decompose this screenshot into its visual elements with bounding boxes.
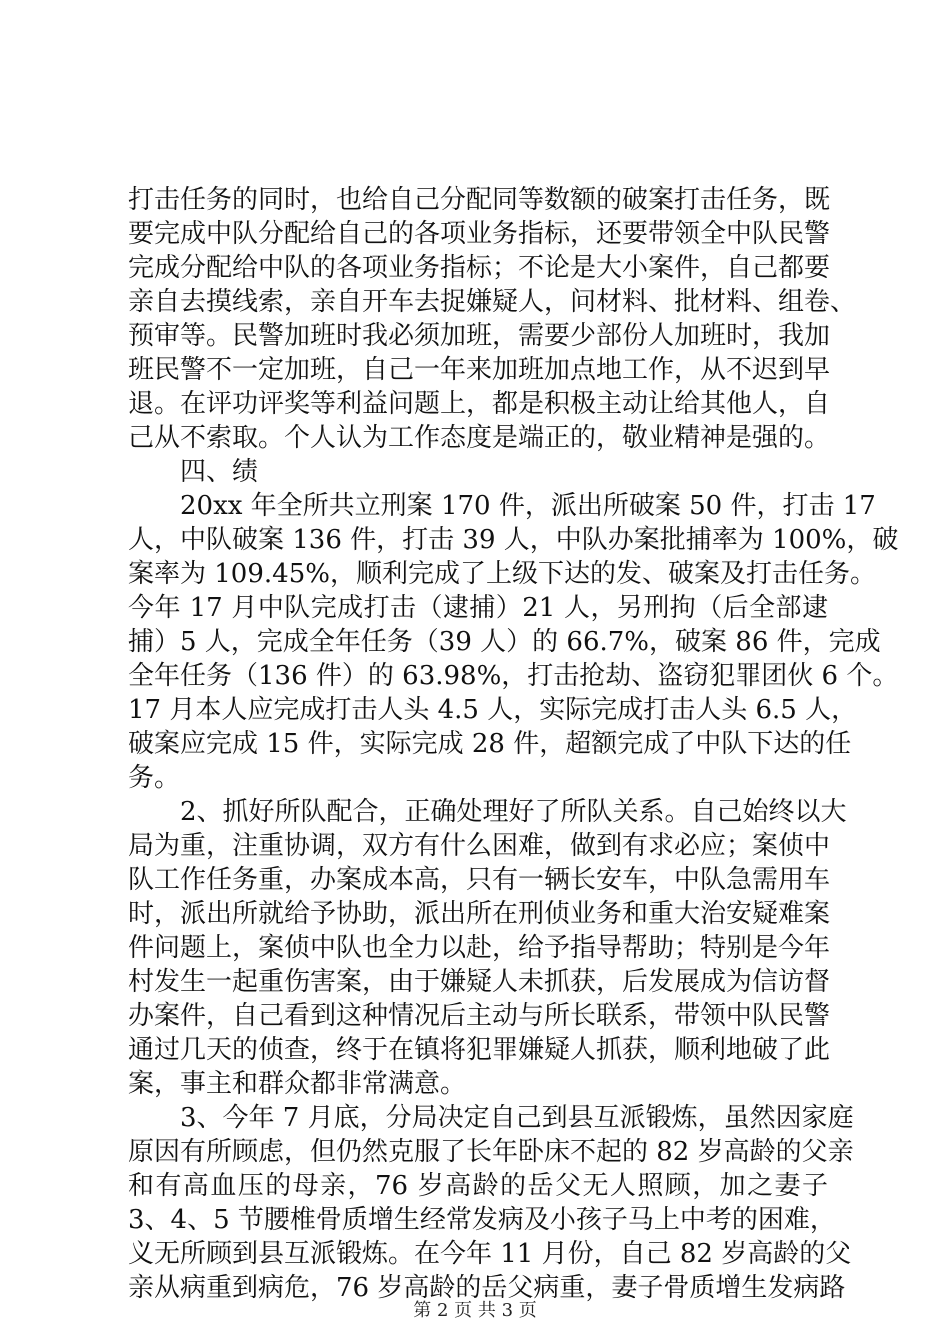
text-line: 完成分配给中队的各项业务指标；不论是大小案件，自己都要 [128,253,831,283]
text-line: 原因有所顾虑，但仍然克服了长年卧床不起的 82 岁高龄的父亲 [128,1137,854,1167]
text-line: 全年任务（136 件）的 63.98%，打击抢劫、盗窃犯罪团伙 6 个。 [128,661,899,691]
text-line: 义无所顾到县互派锻炼。在今年 11 月份，自己 82 岁高龄的父 [128,1239,852,1269]
text-line: 17 月本人应完成打击人头 4.5 人，实际完成打击人头 6.5 人， [128,695,858,725]
text-line: 队工作任务重，办案成本高，只有一辆长安车，中队急需用车 [128,865,831,895]
page-footer: 第 2 页 共 3 页 [413,1300,537,1321]
text-line: 破案应完成 15 件，实际完成 28 件，超额完成了中队下达的任 [128,729,852,759]
text-line: 案率为 109.45%，顺利完成了上级下达的发、破案及打击任务。 [128,559,876,589]
text-line: 班民警不一定加班，自己一年来加班加点地工作，从不迟到早 [128,355,831,385]
text-line: 捕）5 人，完成全年任务（39 人）的 66.7%，破案 86 件，完成 [128,627,881,657]
text-line: 四、绩 [180,457,259,487]
text-line: 3、4、5 节腰椎骨质增生经常发病及小孩子马上中考的困难， [128,1205,836,1235]
text-line: 2、抓好所队配合，正确处理好了所队关系。自己始终以大 [180,797,847,827]
text-line: 退。在评功评奖等利益问题上，都是积极主动让给其他人，自 [128,389,831,419]
text-line: 3、今年 7 月底，分局决定自己到县互派锻炼，虽然因家庭 [180,1103,854,1133]
text-line: 打击任务的同时，也给自己分配同等数额的破案打击任务，既 [128,185,831,215]
text-line: 预审等。民警加班时我必须加班，需要少部份人加班时，我加 [128,321,831,351]
text-line: 今年 17 月中队完成打击（逮捕）21 人，另刑拘（后全部逮 [128,593,828,623]
text-line: 办案件，自己看到这种情况后主动与所长联系，带领中队民警 [128,1001,831,1031]
text-line: 通过几天的侦查，终于在镇将犯罪嫌疑人抓获，顺利地破了此 [128,1035,831,1065]
text-line: 亲自去摸线索，亲自开车去捉嫌疑人，问材料、批材料、组卷、 [128,287,857,317]
document-body [128,183,899,1305]
text-line: 局为重，注重协调，双方有什么困难，做到有求必应；案侦中 [128,831,831,861]
text-line: 案，事主和群众都非常满意。 [128,1069,467,1099]
text-line: 务。 [128,763,181,793]
text-line: 亲从病重到病危，76 岁高龄的岳父病重，妻子骨质增生发病路 [128,1273,846,1303]
text-line: 和有高血压的母亲，76 岁高龄的岳父无人照顾，加之妻子 [128,1171,828,1201]
text-line: 时，派出所就给予协助，派出所在刑侦业务和重大治安疑难案 [128,899,831,929]
text-line: 己从不索取。个人认为工作态度是端正的，敬业精神是强的。 [128,423,831,453]
text-line: 人，中队破案 136 件，打击 39 人，中队办案批捕率为 100%，破 [128,525,899,555]
text-line: 要完成中队分配给自己的各项业务指标，还要带领全中队民警 [128,219,831,249]
text-line: 村发生一起重伤害案，由于嫌疑人未抓获，后发展成为信访督 [128,967,831,997]
text-line: 件问题上，案侦中队也全力以赴，给予指导帮助；特别是今年 [128,933,831,963]
text-line: 20xx 年全所共立刑案 170 件，派出所破案 50 件，打击 17 [180,491,876,521]
